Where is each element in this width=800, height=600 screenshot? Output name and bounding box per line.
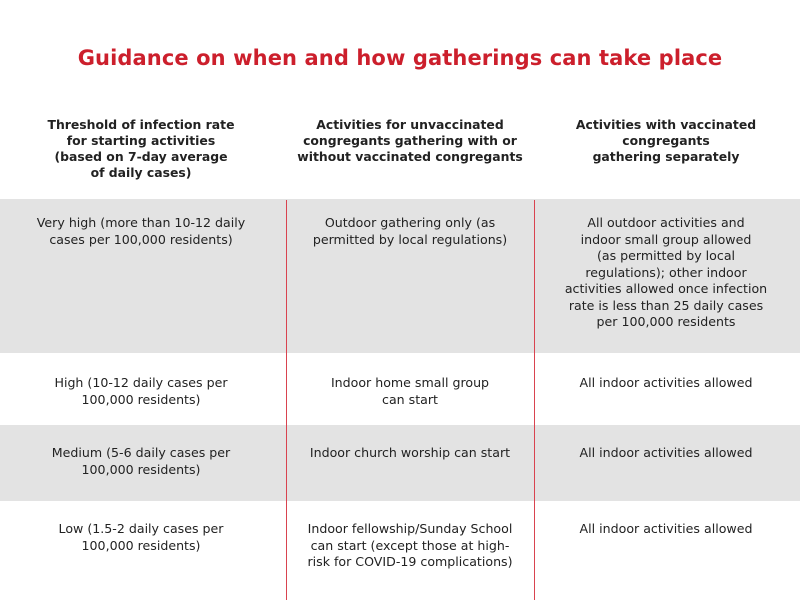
threshold-cell: Very high (more than 10-12 daily cases per 100,000 residents) [36,215,246,247]
column-header-threshold: Threshold of infection rate for starting activities (based on 7-day average of daily cases) [47,117,235,180]
table-row [0,199,800,353]
vaccinated-activities-cell: All outdoor activities and indoor small group allowed (as permitted by local regulations); other indoor activities allowed once infection rate is less than 25 daily cases per 100,000 residents [564,215,768,329]
table-header-row [0,105,800,199]
unvaccinated-activities-cell: Indoor home small group can start [330,375,490,407]
column-divider [286,200,287,600]
column-header-vaccinated: Activities with vaccinated congregants gathering separately [575,117,757,164]
table-row [0,425,800,501]
table-row [0,501,800,600]
threshold-cell: Low (1.5-2 daily cases per 100,000 residents) [58,521,224,553]
page-title: Guidance on when and how gatherings can take place [77,46,723,70]
unvaccinated-activities-cell: Indoor fellowship/Sunday School can start (except those at high- risk for COVID-19 complications) [307,521,513,569]
threshold-cell: High (10-12 daily cases per 100,000 residents) [54,375,228,407]
unvaccinated-activities-cell: Indoor church worship can start [309,445,511,460]
column-header-unvaccinated: Activities for unvaccinated congregants gathering with or without vaccinated congregants [297,117,523,164]
threshold-cell: Medium (5-6 daily cases per 100,000 residents) [51,445,231,477]
vaccinated-activities-cell: All indoor activities allowed [579,445,753,460]
unvaccinated-activities-cell: Outdoor gathering only (as permitted by local regulations) [312,215,508,247]
vaccinated-activities-cell: All indoor activities allowed [579,375,753,390]
table-row [0,353,800,425]
guidance-table [0,105,800,600]
vaccinated-activities-cell: All indoor activities allowed [579,521,753,536]
column-divider [534,200,535,600]
